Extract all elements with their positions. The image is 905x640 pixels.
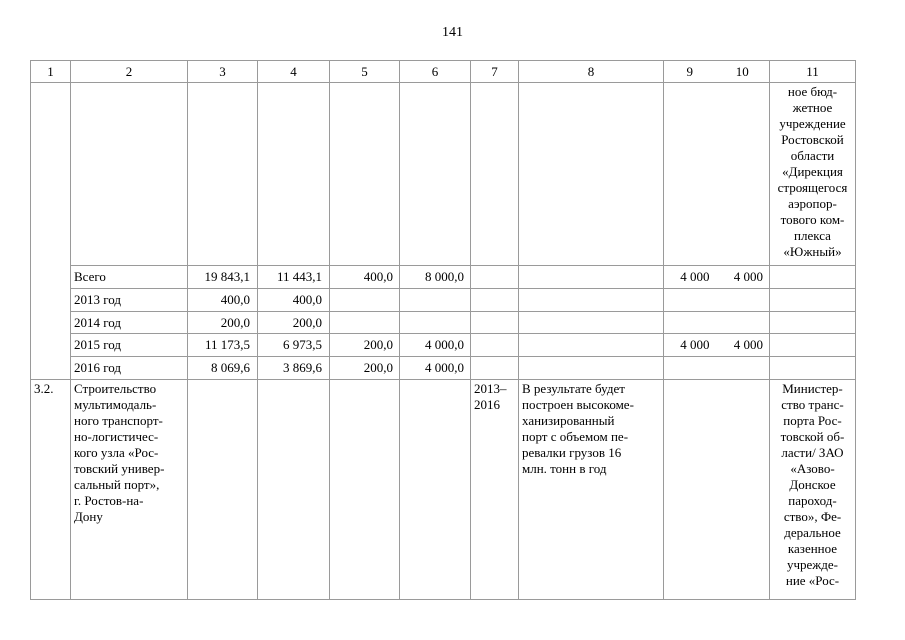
empty-cell — [330, 380, 400, 600]
finance-regional — [330, 312, 400, 334]
finance-row — [31, 289, 856, 312]
finance-extra-9 — [664, 357, 716, 380]
empty-cell — [188, 83, 258, 266]
finance-local — [400, 312, 471, 334]
empty-cell — [519, 266, 664, 289]
finance-row — [31, 312, 856, 334]
finance-federal: 200,0 — [258, 312, 330, 334]
finance-extra-10: 4 000 — [716, 334, 770, 357]
finance-extra-10 — [716, 289, 770, 312]
header-cell: 6 — [400, 61, 471, 83]
finance-total: 8 069,6 — [188, 357, 258, 380]
finance-total: 400,0 — [188, 289, 258, 312]
finance-label: 2013 год — [71, 289, 188, 312]
finance-federal: 400,0 — [258, 289, 330, 312]
finance-total: 11 173,5 — [188, 334, 258, 357]
finance-total: 19 843,1 — [188, 266, 258, 289]
item-number: 3.2. — [31, 380, 71, 600]
empty-cell — [716, 83, 770, 266]
header-cell: 9 — [664, 61, 716, 83]
finance-extra-9 — [664, 289, 716, 312]
item-executor: Министер- ство транс- порта Рос- товской об- ласти/ ЗАО «Азово- Донское пароход- ство», Фе- деральное казенное учрежде- ние «Рос- — [770, 380, 856, 600]
header-cell: 4 — [258, 61, 330, 83]
empty-cell — [519, 83, 664, 266]
finance-regional — [330, 289, 400, 312]
finance-local — [400, 289, 471, 312]
empty-cell — [400, 380, 471, 600]
finance-regional: 200,0 — [330, 334, 400, 357]
empty-cell — [519, 357, 664, 380]
finance-total: 200,0 — [188, 312, 258, 334]
header-cell: 1 — [31, 61, 71, 83]
empty-cell — [519, 312, 664, 334]
finance-local: 4 000,0 — [400, 334, 471, 357]
finance-extra-9 — [664, 312, 716, 334]
column-number-row — [31, 61, 856, 83]
empty-cell — [770, 357, 856, 380]
empty-cell — [188, 380, 258, 600]
finance-row — [31, 357, 856, 380]
finance-extra-10 — [716, 357, 770, 380]
item-row — [31, 380, 856, 600]
item-number-cell — [31, 83, 71, 380]
finance-regional: 400,0 — [330, 266, 400, 289]
header-cell: 8 — [519, 61, 664, 83]
finance-extra-10 — [716, 312, 770, 334]
item-result: В результате будет построен высокоме- ханизированный порт с объемом пе- ревалки грузов 16 млн. тонн в год — [519, 380, 664, 600]
item-name: Строительство мультимодаль- ного транспорт- но-логистичес- кого узла «Рос- товский универ- сальный порт», г. Ростов-на- Дону — [71, 380, 188, 600]
finance-federal: 11 443,1 — [258, 266, 330, 289]
finance-extra-9: 4 000 — [664, 334, 716, 357]
header-cell: 5 — [330, 61, 400, 83]
empty-cell — [471, 312, 519, 334]
finance-federal: 6 973,5 — [258, 334, 330, 357]
empty-cell — [71, 83, 188, 266]
finance-extra-9: 4 000 — [664, 266, 716, 289]
empty-cell — [471, 357, 519, 380]
empty-cell — [770, 312, 856, 334]
empty-cell — [770, 289, 856, 312]
empty-cell — [664, 83, 716, 266]
header-cell: 7 — [471, 61, 519, 83]
item-period: 2013– 2016 — [471, 380, 519, 600]
empty-cell — [471, 334, 519, 357]
finance-label: Всего — [71, 266, 188, 289]
finance-label: 2015 год — [71, 334, 188, 357]
finance-extra-10: 4 000 — [716, 266, 770, 289]
header-cell: 10 — [716, 61, 770, 83]
empty-cell — [258, 83, 330, 266]
header-cell: 11 — [770, 61, 856, 83]
finance-label: 2014 год — [71, 312, 188, 334]
finance-federal: 3 869,6 — [258, 357, 330, 380]
empty-cell — [519, 334, 664, 357]
page-number: 141 — [442, 25, 463, 40]
empty-cell — [258, 380, 330, 600]
finance-label: 2016 год — [71, 357, 188, 380]
executor-continued-cell: ное бюд- жетное учреждение Ростовской области «Дирекция строящегося аэропор- тового ком- плекса «Южный» — [770, 83, 856, 266]
empty-cell — [716, 380, 770, 600]
empty-cell — [770, 334, 856, 357]
empty-cell — [770, 266, 856, 289]
header-cell: 3 — [188, 61, 258, 83]
empty-cell — [330, 83, 400, 266]
empty-cell — [471, 289, 519, 312]
finance-local: 8 000,0 — [400, 266, 471, 289]
finance-local: 4 000,0 — [400, 357, 471, 380]
empty-cell — [664, 380, 716, 600]
empty-cell — [471, 83, 519, 266]
finance-regional: 200,0 — [330, 357, 400, 380]
header-cell: 2 — [71, 61, 188, 83]
continued-row — [31, 83, 856, 266]
finance-row — [31, 266, 856, 289]
empty-cell — [471, 266, 519, 289]
finance-row — [31, 334, 856, 357]
empty-cell — [519, 289, 664, 312]
empty-cell — [400, 83, 471, 266]
program-table — [30, 60, 856, 600]
